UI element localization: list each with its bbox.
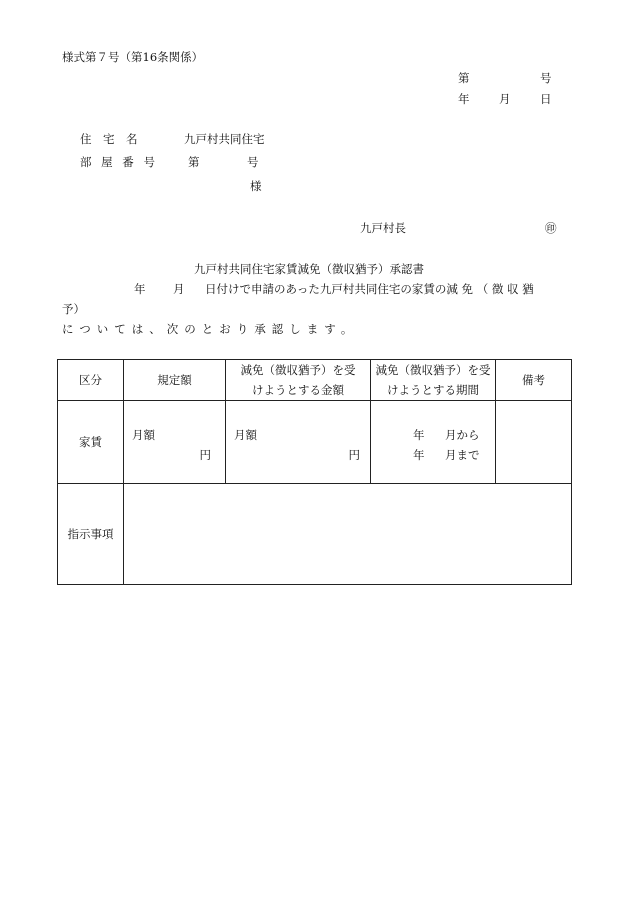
standard-monthly-label: 月額 (132, 428, 155, 442)
honorific: 様 (250, 179, 262, 193)
date-day: 日 (540, 92, 552, 106)
body-line2: 予） (62, 302, 85, 316)
period-end-year: 年 (413, 448, 425, 462)
header-remarks: 備考 (496, 360, 572, 401)
instructions-cell (124, 484, 572, 585)
header-amount-line2: けようとする金額 (252, 383, 344, 397)
requested-monthly-label: 月額 (234, 428, 257, 442)
housing-label: 住 宅 名 (80, 132, 138, 146)
body-year: 年 (134, 282, 146, 296)
header-period (371, 360, 496, 401)
requested-yen-label: 円 (348, 448, 360, 462)
form-number: 様式第７号（第16条関係） (62, 50, 204, 64)
header-period-line1: 減免（徴収猶予）を受 (375, 363, 491, 377)
body-month: 月 (173, 282, 185, 296)
period-end-month: 月まで (445, 448, 480, 462)
seal-mark: ㊞ (545, 221, 557, 235)
body-line3: については、次のとおり承認します。 (62, 322, 359, 336)
period-start-year: 年 (413, 428, 425, 442)
standard-amount-cell (124, 401, 226, 484)
requested-amount-cell (226, 401, 371, 484)
table-row (58, 401, 572, 484)
room-suffix: 号 (247, 155, 259, 169)
instructions-row (58, 484, 572, 585)
period-start-month: 月から (445, 428, 480, 442)
number-suffix: 号 (540, 71, 552, 85)
header-category: 区分 (58, 360, 124, 401)
header-standard: 規定額 (124, 360, 226, 401)
requested-period-cell (371, 401, 496, 484)
standard-yen-label: 円 (199, 448, 211, 462)
room-prefix: 第 (188, 155, 200, 169)
housing-value: 九戸村共同住宅 (184, 132, 265, 146)
header-amount (226, 360, 371, 401)
date-month: 月 (499, 92, 511, 106)
date-year: 年 (458, 92, 470, 106)
rent-label: 家賃 (58, 401, 124, 484)
remarks-cell (496, 401, 572, 484)
number-prefix: 第 (458, 71, 470, 85)
instructions-label: 指示事項 (58, 484, 124, 585)
header-amount-line1: 減免（徴収猶予）を受 (240, 363, 356, 377)
body-line1: 日付けで申請のあった九戸村共同住宅の家賃の減 免 （ 徴 収 猶 (205, 282, 534, 296)
table-header-row (58, 360, 572, 401)
room-label: 部 屋 番 号 (80, 155, 158, 169)
document-title: 九戸村共同住宅家賃減免（徴収猶予）承認書 (194, 262, 424, 276)
issuer-name: 九戸村長 (360, 221, 406, 235)
header-period-line2: けようとする期間 (387, 383, 479, 397)
approval-table (57, 359, 572, 585)
